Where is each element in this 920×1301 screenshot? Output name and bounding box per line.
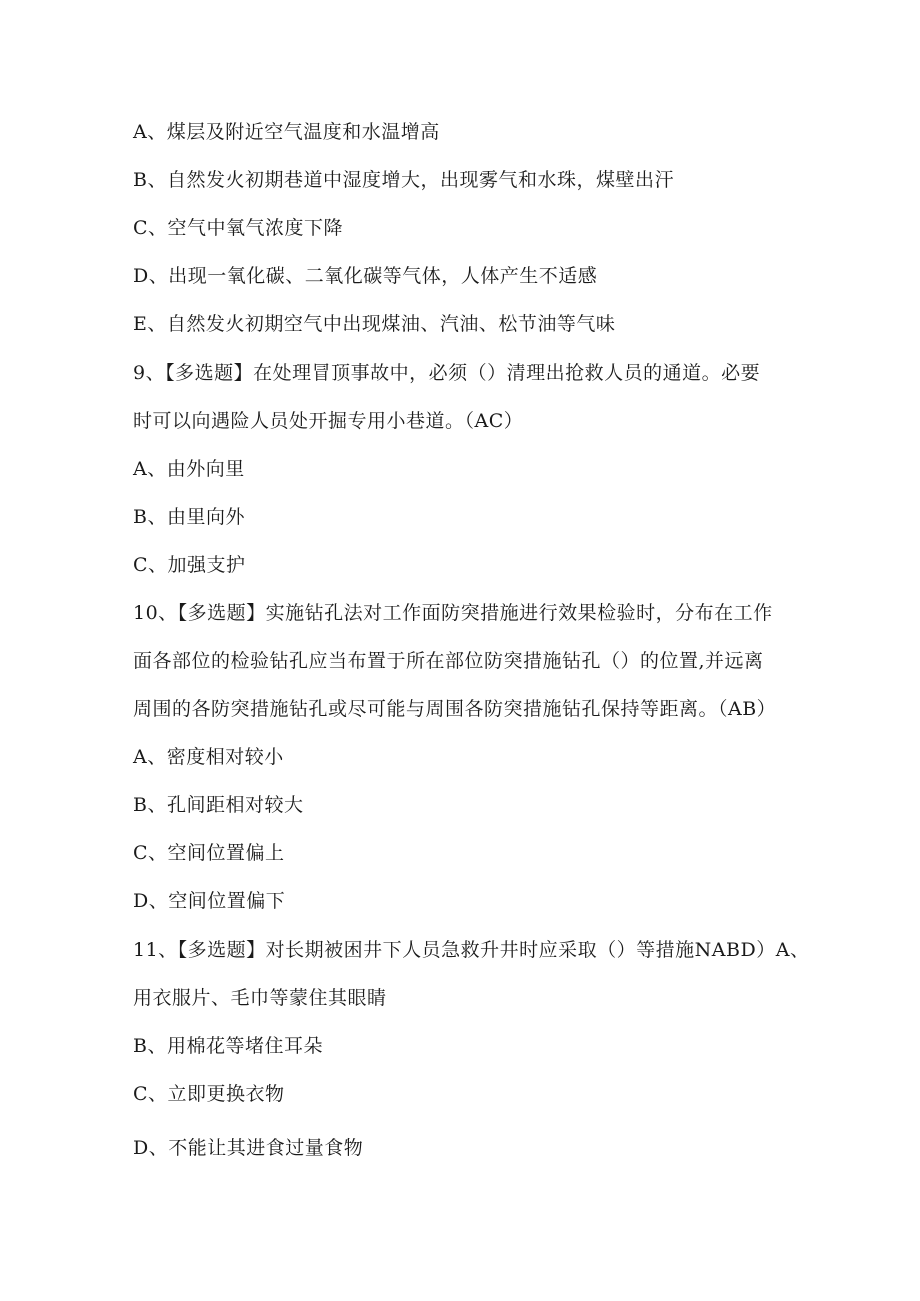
q10-stem-line-3: 周围的各防突措施钻孔或尽可能与周围各防突措施钻孔保持等距离。（AB） bbox=[133, 698, 777, 720]
q10-stem-line-1: 10、【多选题】实施钻孔法对工作面防突措施进行效果检验时，分布在工作 bbox=[133, 602, 773, 624]
q8-option-c: C、空气中氧气浓度下降 bbox=[133, 217, 344, 239]
q9-option-c: C、加强支护 bbox=[133, 554, 246, 576]
q11-option-a: 用衣服片、毛巾等蒙住其眼睛 bbox=[133, 987, 387, 1009]
q9-option-a: A、由外向里 bbox=[133, 458, 245, 480]
q8-option-a: A、煤层及附近空气温度和水温增高 bbox=[133, 121, 440, 143]
q8-option-e: E、自然发火初期空气中出现煤油、汽油、松节油等气味 bbox=[133, 313, 616, 335]
q11-option-b: B、用棉花等堵住耳朵 bbox=[133, 1035, 323, 1057]
q10-option-a: A、密度相对较小 bbox=[133, 746, 284, 768]
q10-option-b: B、孔间距相对较大 bbox=[133, 794, 304, 816]
q11-option-d: D、不能让其进食过量食物 bbox=[133, 1137, 364, 1159]
q11-option-c: C、立即更换衣物 bbox=[133, 1083, 285, 1105]
q8-option-d: D、出现一氧化碳、二氧化碳等气体，人体产生不适感 bbox=[133, 265, 598, 287]
q10-stem-line-2: 面各部位的检验钻孔应当布置于所在部位防突措施钻孔（）的位置,并远离 bbox=[133, 650, 764, 672]
q10-option-d: D、空间位置偏下 bbox=[133, 890, 286, 912]
q10-option-c: C、空间位置偏上 bbox=[133, 842, 285, 864]
q9-option-b: B、由里向外 bbox=[133, 506, 245, 528]
q9-stem-line-1: 9、【多选题】在处理冒顶事故中，必须（）清理出抢救人员的通道。必要 bbox=[133, 362, 761, 384]
q11-stem-line-1: 11、【多选题】对长期被困井下人员急救升井时应采取（）等措施NABD）A、 bbox=[133, 939, 810, 961]
q9-stem-line-2: 时可以向遇险人员处开掘专用小巷道。（AC） bbox=[133, 410, 524, 432]
q8-option-b: B、自然发火初期巷道中湿度增大，出现雾气和水珠，煤壁出汗 bbox=[133, 169, 674, 191]
